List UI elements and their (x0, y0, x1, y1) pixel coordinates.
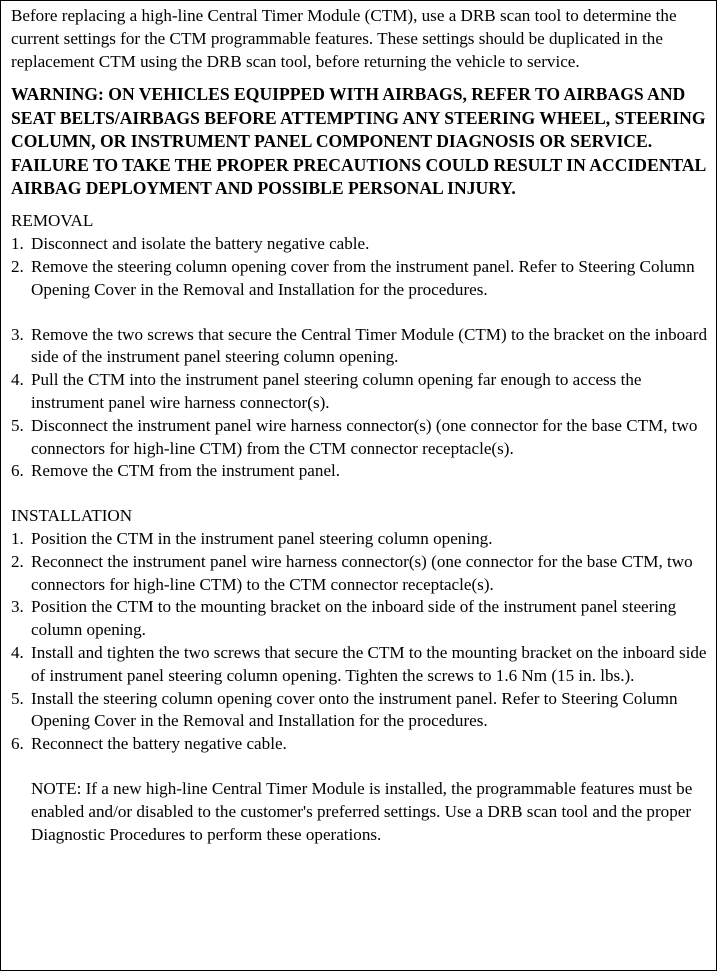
list-item (11, 256, 711, 302)
list-item (11, 551, 711, 597)
removal-heading: REMOVAL (11, 211, 94, 231)
step-text: Pull the CTM into the instrument panel steering column opening far enough to access the instrument panel wire harness connector(s). (31, 370, 642, 412)
list-item (11, 642, 711, 688)
installation-steps (11, 528, 711, 756)
step-text: Disconnect and isolate the battery negative cable. (31, 234, 370, 254)
list-item (11, 596, 711, 642)
list-item (11, 233, 711, 256)
step-text: Remove the CTM from the instrument panel. (31, 461, 341, 481)
step-text: Position the CTM in the instrument panel steering column opening. (31, 528, 493, 548)
step-number: 2. (11, 257, 24, 277)
step-number: 5. (11, 415, 24, 435)
step-text: Install the steering column opening cover onto the instrument panel. Refer to Steering Column Opening Cover in the Removal and Installation for the procedures. (31, 688, 678, 731)
warning-paragraph: WARNING: ON VEHICLES EQUIPPED WITH AIRBAGS, REFER TO AIRBAGS AND SEAT BELTS/AIRBAGS BEFORE ATTEMPTING ANY STEERING WHEEL, STEERING COLUMN, OR INSTRUMENT PANEL COMPONENT DIAGNOSIS OR SERVICE. FAILURE TO TAKE THE PROPER PRECAUTIONS COULD RESULT IN ACCIDENTAL AIRBAG DEPLOYMENT AND POSSIBLE PERSONAL INJURY. (11, 84, 706, 199)
step-text: Position the CTM to the mounting bracket on the inboard side of the instrument panel steering column opening. (31, 597, 677, 640)
step-number: 2. (11, 551, 24, 571)
step-text: Reconnect the instrument panel wire harness connector(s) (one connector for the base CTM, two connectors for high-line CTM) to the CTM connector receptacle(s). (31, 551, 693, 594)
list-item (11, 369, 711, 415)
step-number: 1. (11, 528, 24, 548)
note-paragraph: NOTE: If a new high-line Central Timer Module is installed, the programmable features must be enabled and/or disabled to the customer's preferred settings. Use a DRB scan tool and the proper Diagnostic Procedures to perform these operations. (31, 778, 693, 844)
step-number: 6. (11, 461, 24, 481)
removal-steps (11, 233, 711, 483)
step-number: 1. (11, 234, 24, 254)
intro-paragraph: Before replacing a high-line Central Timer Module (CTM), use a DRB scan tool to determine the current settings for the CTM programmable features. These settings should be duplicated in the replacement CTM using the DRB scan tool, before returning the vehicle to service. (11, 6, 677, 71)
installation-heading: INSTALLATION (11, 506, 133, 526)
list-item (11, 415, 711, 461)
step-number: 6. (11, 734, 24, 754)
list-item (11, 324, 711, 370)
step-number: 3. (11, 597, 24, 617)
list-item (11, 688, 711, 734)
step-text: Reconnect the battery negative cable. (31, 734, 287, 754)
step-text: Remove the two screws that secure the Central Timer Module (CTM) to the bracket on the inboard side of the instrument panel steering column opening. (31, 324, 707, 367)
list-item (11, 460, 711, 483)
step-number: 5. (11, 688, 24, 708)
step-text: Install and tighten the two screws that secure the CTM to the mounting bracket on the inboard side of instrument panel steering column opening. Tighten the screws to 1.6 Nm (15 in. lbs.). (31, 642, 707, 685)
step-number: 4. (11, 642, 24, 662)
step-text: Remove the steering column opening cover from the instrument panel. Refer to Steering Column Opening Cover in the Removal and Installation for the procedures. (31, 257, 695, 299)
list-item (11, 733, 711, 756)
list-item (11, 528, 711, 551)
step-number: 4. (11, 370, 24, 390)
step-text: Disconnect the instrument panel wire harness connector(s) (one connector for the base CTM, two connectors for high-line CTM) from the CTM connector receptacle(s). (31, 415, 698, 458)
document-body (11, 5, 711, 846)
step-number: 3. (11, 324, 24, 344)
